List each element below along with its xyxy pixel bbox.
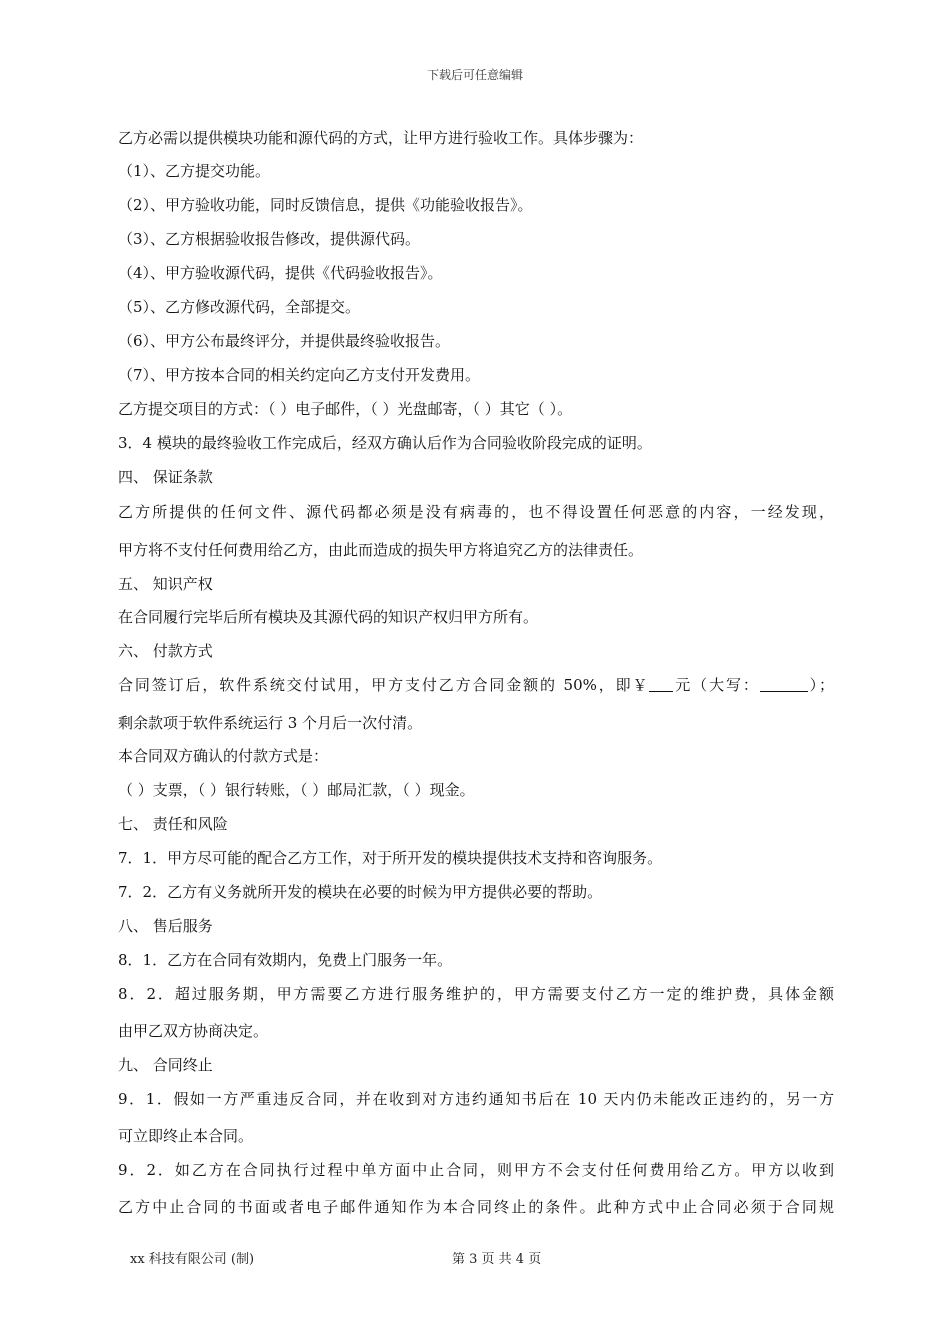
clause-8-2-line2: 由甲乙双方协商决定。 bbox=[118, 1022, 269, 1040]
list-item: （1）、乙方提交功能。 bbox=[118, 162, 271, 180]
amount-words-blank bbox=[760, 675, 808, 692]
amount-blank bbox=[649, 675, 673, 692]
clause-7-2: 7．2．乙方有义务就所开发的模块在必要的时候为甲方提供必要的帮助。 bbox=[118, 883, 603, 901]
paragraph-payment-line2: 剩余款项于软件系统运行 3 个月后一次付清。 bbox=[118, 714, 423, 732]
paragraph-payment-method: 本合同双方确认的付款方式是： bbox=[118, 747, 329, 765]
footer-page-number: 第 3 页 共 4 页 bbox=[452, 1252, 542, 1267]
section-heading-warranty: 四、 保证条款 bbox=[118, 468, 213, 486]
section-heading-responsibility: 七、 责任和风险 bbox=[118, 815, 228, 833]
clause-8-1: 8．1．乙方在合同有效期内，免费上门服务一年。 bbox=[118, 951, 453, 969]
paragraph-warranty-line2: 甲方将不支付任何费用给乙方，由此而造成的损失甲方将追究乙方的法律责任。 bbox=[118, 541, 644, 559]
page-header: 下载后可任意编辑 bbox=[426, 68, 523, 82]
payment-text-1: 合同签订后，软件系统交付试用，甲方支付乙方合同金额的 50%，即￥ bbox=[118, 676, 650, 694]
paragraph-payment-options: （ ）支票，（ ）银行转账，（ ）邮局汇款，（ ）现金。 bbox=[118, 781, 475, 799]
section-heading-termination: 九、 合同终止 bbox=[118, 1056, 213, 1074]
footer-company: xx 科技有限公司 (制) bbox=[130, 1252, 255, 1267]
clause-7-1: 7．1．甲方尽可能的配合乙方工作，对于所开发的模块提供技术支持和咨询服务。 bbox=[118, 849, 663, 867]
clause-9-2-line1: 9．2．如乙方在合同执行过程中单方面中止合同，则甲方不会支付任何费用给乙方。甲方以收到 bbox=[118, 1161, 834, 1179]
paragraph-ip: 在合同履行完毕后所有模块及其源代码的知识产权归甲方所有。 bbox=[118, 608, 539, 626]
list-item: （6）、甲方公布最终评分，并提供最终验收报告。 bbox=[118, 332, 451, 350]
clause-8-2-line1: 8．2．超过服务期，甲方需要乙方进行服务维护的，甲方需要支付乙方一定的维护费，具体金额 bbox=[118, 985, 834, 1003]
paragraph-submission-method: 乙方提交项目的方式：（ ）电子邮件，（ ）光盘邮寄，（ ）其它（ ）。 bbox=[118, 400, 573, 418]
clause-9-2-line2: 乙方中止合同的书面或者电子邮件通知作为本合同终止的条件。此种方式中止合同必须于合同规 bbox=[118, 1198, 834, 1216]
clause-9-1-line2: 可立即终止本合同。 bbox=[118, 1127, 254, 1145]
section-heading-after-sales: 八、 售后服务 bbox=[118, 917, 213, 935]
clause-9-1-line1: 9．1．假如一方严重违反合同，并在收到对方违约通知书后在 10 天内仍未能改正违约的，另一方 bbox=[118, 1090, 834, 1108]
list-item: （5）、乙方修改源代码，全部提交。 bbox=[118, 298, 361, 316]
list-item: （3）、乙方根据验收报告修改，提供源代码。 bbox=[118, 230, 421, 248]
list-item: （2）、甲方验收功能，同时反馈信息，提供《功能验收报告》。 bbox=[118, 196, 533, 214]
section-heading-ip: 五、 知识产权 bbox=[118, 575, 213, 593]
section-heading-payment: 六、 付款方式 bbox=[118, 642, 213, 660]
list-item: （7）、甲方按本合同的相关约定向乙方支付开发费用。 bbox=[118, 366, 481, 384]
paragraph-warranty-line1: 乙方所提供的任何文件、源代码都必须是没有病毒的，也不得设置任何恶意的内容，一经发现， bbox=[118, 503, 834, 521]
payment-text-3: ）； bbox=[807, 676, 834, 694]
payment-text-2: 元（大写： bbox=[673, 676, 760, 694]
paragraph-final-acceptance: 3．4 模块的最终验收工作完成后，经双方确认后作为合同验收阶段完成的证明。 bbox=[118, 434, 652, 452]
list-item: （4）、甲方验收源代码，提供《代码验收报告》。 bbox=[118, 264, 443, 282]
paragraph-acceptance-intro: 乙方必需以提供模块功能和源代码的方式，让甲方进行验收工作。具体步骤为： bbox=[118, 129, 644, 147]
paragraph-payment-line1 bbox=[118, 675, 834, 695]
